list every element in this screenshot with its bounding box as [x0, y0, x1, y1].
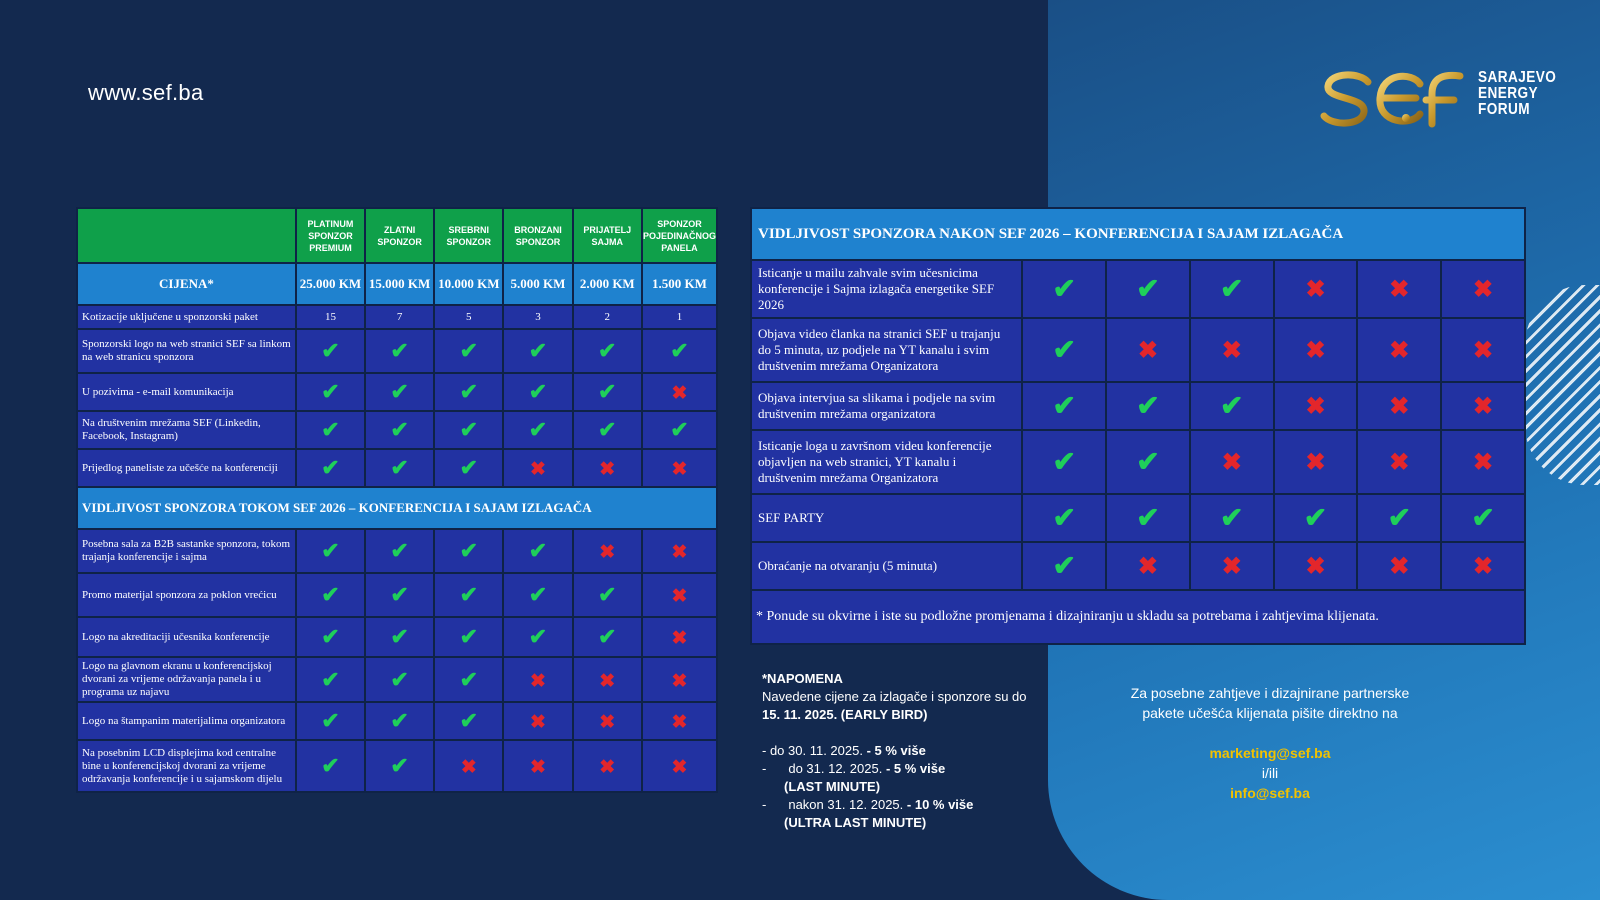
feature-availability [1274, 542, 1358, 590]
feature-availability [434, 373, 503, 411]
feature-label: Prijedlog paneliste za učešće na konferenciji [77, 449, 296, 487]
feature-label: Logo na akreditaciji učesnika konferencije [77, 617, 296, 657]
cross-icon: ✖ [1473, 277, 1494, 303]
feature-availability [1022, 542, 1106, 590]
feature-label: Kotizacije uključene u sponzorski paket [77, 305, 296, 329]
feature-availability [503, 449, 572, 487]
check-icon: ✔ [528, 582, 548, 607]
check-icon: ✔ [321, 417, 340, 442]
feature-availability [1022, 430, 1106, 494]
included-count: 5 [434, 305, 503, 329]
feature-label: Objava video članka na stranici SEF u trajanju do 5 minuta, uz podjele na YT kanalu i svim društvenim mrežama Organizatora [751, 318, 1022, 382]
feature-availability [573, 529, 642, 573]
feature-availability [1274, 430, 1358, 494]
feature-label: Logo na štampanim materijalima organizatora [77, 702, 296, 740]
feature-availability [1190, 494, 1274, 542]
table-row [77, 373, 717, 411]
check-icon: ✔ [459, 582, 478, 607]
contact-block [1118, 683, 1422, 803]
check-icon: ✔ [459, 455, 478, 480]
feature-availability [296, 740, 365, 792]
feature-availability [642, 529, 717, 573]
check-icon: ✔ [390, 708, 409, 733]
cross-icon: ✖ [599, 542, 616, 563]
check-icon: ✔ [390, 753, 409, 778]
feature-availability [503, 529, 572, 573]
check-icon: ✔ [528, 538, 548, 563]
contact-or: i/ili [1261, 765, 1279, 781]
feature-label: Isticanje loga u završnom videu konferencije objavljen na web stranici, YT kanalu i društvenim mrežama Organizatora [751, 430, 1022, 494]
cross-icon: ✖ [671, 586, 688, 607]
feature-availability [434, 411, 503, 449]
left-top-rows [77, 305, 717, 487]
feature-availability [642, 617, 717, 657]
feature-availability [503, 573, 572, 617]
cross-icon: ✖ [1389, 277, 1410, 303]
table-row [751, 494, 1525, 542]
feature-label: Obraćanje na otvaranju (5 minuta) [751, 542, 1022, 590]
tier-header: BRONZANI SPONZOR [503, 208, 572, 263]
feature-availability [365, 617, 434, 657]
check-icon: ✔ [321, 624, 340, 649]
feature-availability [434, 329, 503, 373]
feature-availability [503, 617, 572, 657]
check-icon: ✔ [321, 379, 340, 404]
tier-header: PLATINUM SPONZOR PREMIUM [296, 208, 365, 263]
check-icon: ✔ [528, 379, 548, 404]
check-icon: ✔ [390, 666, 409, 692]
feature-availability [1274, 382, 1358, 430]
check-icon: ✔ [1136, 274, 1160, 305]
tier-header: ZLATNI SPONZOR [365, 208, 434, 263]
table-row [751, 542, 1525, 590]
feature-availability [434, 740, 503, 792]
cross-icon: ✖ [599, 757, 616, 778]
feature-availability [434, 573, 503, 617]
cross-icon: ✖ [1389, 554, 1410, 580]
check-icon: ✔ [1471, 503, 1495, 534]
section-title: VIDLJIVOST SPONZORA NAKON SEF 2026 – KONFERENCIJA I SAJAM IZLAGAČA [751, 208, 1525, 260]
feature-availability [365, 329, 434, 373]
feature-label: Promo materijal sponzora za poklon vrećicu [77, 573, 296, 617]
feature-availability [1106, 542, 1190, 590]
check-icon: ✔ [321, 753, 340, 778]
footnote-row [751, 590, 1525, 644]
tier-header: SPONZOR POJEDINAČNOG PANELA [642, 208, 717, 263]
table-row [77, 702, 717, 740]
feature-availability [1441, 260, 1525, 318]
feature-availability [1441, 382, 1525, 430]
feature-availability [365, 373, 434, 411]
cross-icon: ✖ [599, 670, 616, 692]
check-icon: ✔ [1220, 274, 1244, 305]
cross-icon: ✖ [530, 712, 546, 733]
price-label: CIJENA* [77, 263, 296, 305]
check-icon: ✔ [1303, 503, 1328, 534]
cross-icon: ✖ [1221, 554, 1242, 580]
note-item-tag: (ULTRA LAST MINUTE) [784, 815, 927, 830]
cross-icon: ✖ [671, 628, 688, 649]
feature-availability [365, 573, 434, 617]
feature-availability [1190, 542, 1274, 590]
check-icon: ✔ [1052, 335, 1076, 366]
included-count: 2 [573, 305, 642, 329]
check-icon: ✔ [528, 624, 548, 649]
check-icon: ✔ [1052, 447, 1076, 478]
price-value: 10.000 KM [434, 263, 503, 305]
decorative-stripes [1525, 285, 1600, 485]
cross-icon: ✖ [599, 712, 616, 733]
feature-availability [1022, 318, 1106, 382]
feature-availability [1441, 542, 1525, 590]
feature-availability [642, 329, 717, 373]
price-value: 2.000 KM [573, 263, 642, 305]
check-icon: ✔ [1136, 447, 1160, 478]
table-row [77, 411, 717, 449]
check-icon: ✔ [598, 582, 617, 607]
check-icon: ✔ [390, 379, 409, 404]
feature-availability [1106, 318, 1190, 382]
check-icon: ✔ [321, 338, 340, 363]
feature-availability [1022, 494, 1106, 542]
feature-availability [365, 449, 434, 487]
feature-availability [1357, 542, 1441, 590]
cross-icon: ✖ [671, 670, 688, 692]
check-icon: ✔ [528, 417, 548, 442]
feature-availability [642, 411, 717, 449]
cross-icon: ✖ [599, 459, 616, 480]
feature-availability [573, 329, 642, 373]
note-item-date: nakon 31. 12. 2025. [788, 797, 904, 812]
cross-icon: ✖ [1137, 554, 1159, 580]
contact-text: Za posebne zahtjeve i dizajnirane partnerske pakete učešća klijenata pišite direktno na [1130, 685, 1410, 721]
check-icon: ✔ [598, 338, 617, 363]
feature-availability [1274, 318, 1358, 382]
feature-availability [1357, 430, 1441, 494]
feature-availability [296, 449, 365, 487]
check-icon: ✔ [1220, 503, 1244, 534]
cross-icon: ✖ [1389, 394, 1410, 420]
feature-availability [503, 329, 572, 373]
feature-availability [1357, 382, 1441, 430]
cross-icon: ✖ [1473, 450, 1494, 476]
check-icon: ✔ [1220, 391, 1244, 422]
feature-availability [1106, 430, 1190, 494]
price-value: 5.000 KM [503, 263, 572, 305]
feature-availability [1022, 382, 1106, 430]
cross-icon: ✖ [1389, 338, 1410, 364]
feature-availability [1357, 260, 1441, 318]
tier-header: SREBRNI SPONZOR [434, 208, 503, 263]
price-value: 1.500 KM [642, 263, 717, 305]
feature-availability [573, 617, 642, 657]
feature-availability [365, 740, 434, 792]
feature-availability [1190, 260, 1274, 318]
price-note: *NAPOMENA Navedene cijene za izlagače i sponzore su do 15. 11. 2025. (EARLY BIRD) - do 30. 11. 2025. - 5 % više - do 31. 12. 2025. - 5 % više (LAST MINUTE) - nakon 31. 12. 2025. - 10 % više (ULTRA LAST MINUTE) [762, 671, 1027, 830]
feature-availability [1441, 430, 1525, 494]
feature-availability [573, 657, 642, 702]
cross-icon: ✖ [1473, 394, 1494, 420]
cross-icon: ✖ [1305, 277, 1326, 303]
right-rows [751, 260, 1525, 590]
feature-availability [503, 373, 572, 411]
feature-availability [573, 702, 642, 740]
cross-icon: ✖ [1221, 450, 1242, 476]
check-icon: ✔ [390, 417, 409, 442]
table-row [751, 430, 1525, 494]
check-icon: ✔ [1052, 551, 1076, 582]
feature-label: Sponzorski logo na web stranici SEF sa linkom na web stranicu sponzora [77, 329, 296, 373]
feature-availability [434, 702, 503, 740]
table-row [77, 529, 717, 573]
cross-icon: ✖ [671, 712, 688, 733]
cross-icon: ✖ [1473, 554, 1494, 580]
check-icon: ✔ [390, 624, 409, 649]
price-row [77, 263, 717, 305]
feature-label: Na društvenim mrežama SEF (Linkedin, Facebook, Instagram) [77, 411, 296, 449]
table-row [77, 740, 717, 792]
included-count: 1 [642, 305, 717, 329]
feature-availability [503, 411, 572, 449]
table-row [77, 305, 717, 329]
note-item-surcharge: - 10 % više [903, 797, 974, 812]
check-icon: ✔ [598, 379, 617, 404]
cross-icon: ✖ [1389, 450, 1410, 476]
feature-availability [296, 411, 365, 449]
cross-icon: ✖ [671, 757, 688, 778]
feature-availability [503, 740, 572, 792]
feature-availability [573, 373, 642, 411]
feature-availability [642, 740, 717, 792]
feature-availability [1441, 318, 1525, 382]
check-icon: ✔ [598, 417, 617, 442]
tier-header-blank [77, 208, 296, 263]
feature-availability [434, 529, 503, 573]
check-icon: ✔ [670, 338, 689, 363]
feature-label: Isticanje u mailu zahvale svim učesnicima konferencije i Sajma izlagača energetike SEF 2026 [751, 260, 1022, 318]
feature-availability [573, 411, 642, 449]
check-icon: ✔ [390, 582, 409, 607]
check-icon: ✔ [390, 455, 409, 480]
feature-availability [1190, 430, 1274, 494]
feature-availability [1441, 494, 1525, 542]
table-row [77, 449, 717, 487]
check-icon: ✔ [390, 538, 409, 563]
feature-availability [296, 373, 365, 411]
check-icon: ✔ [1136, 503, 1160, 534]
feature-availability [503, 702, 572, 740]
feature-label: U pozivima - e-mail komunikacija [77, 373, 296, 411]
email-info-link[interactable]: info@sef.ba [1230, 785, 1310, 801]
cross-icon: ✖ [1305, 554, 1326, 580]
feature-availability [1190, 318, 1274, 382]
feature-availability [1274, 260, 1358, 318]
table-row [77, 657, 717, 702]
check-icon: ✔ [459, 666, 478, 692]
section-header-after [751, 208, 1525, 260]
check-icon: ✔ [321, 538, 340, 563]
cross-icon: ✖ [530, 459, 546, 480]
sponsorship-table-during [76, 207, 718, 793]
feature-availability [296, 702, 365, 740]
feature-availability [1357, 318, 1441, 382]
note-date: 15. 11. 2025. (EARLY BIRD) [762, 707, 928, 722]
feature-availability [1022, 260, 1106, 318]
included-count: 15 [296, 305, 365, 329]
feature-availability [296, 617, 365, 657]
table-row [751, 318, 1525, 382]
feature-availability [296, 657, 365, 702]
note-title: *NAPOMENA [762, 671, 843, 686]
cross-icon: ✖ [1137, 338, 1159, 364]
table-row [77, 329, 717, 373]
feature-availability [1274, 494, 1358, 542]
cross-icon: ✖ [1305, 394, 1326, 420]
check-icon: ✔ [598, 624, 617, 649]
tier-header: PRIJATELJ SAJMA [573, 208, 642, 263]
cross-icon: ✖ [530, 757, 546, 778]
feature-availability [573, 573, 642, 617]
cross-icon: ✖ [530, 670, 546, 692]
check-icon: ✔ [1052, 391, 1076, 422]
note-item-date: - do 30. 11. 2025. [762, 743, 863, 758]
cross-icon: ✖ [1473, 338, 1494, 364]
feature-availability [642, 449, 717, 487]
feature-availability [365, 529, 434, 573]
check-icon: ✔ [1052, 503, 1076, 534]
check-icon: ✔ [321, 666, 340, 692]
feature-availability [1106, 382, 1190, 430]
check-icon: ✔ [321, 582, 340, 607]
feature-availability [365, 411, 434, 449]
check-icon: ✔ [390, 338, 409, 363]
feature-label: Logo na glavnom ekranu u konferencijskoj dvorani za vrijeme održavanja panela i u programa uz najavu [77, 657, 296, 702]
feature-availability [642, 657, 717, 702]
sponsorship-table-after [750, 207, 1526, 645]
included-count: 3 [503, 305, 572, 329]
feature-availability [573, 449, 642, 487]
cross-icon: ✖ [671, 459, 688, 480]
section-header-during [77, 487, 717, 529]
left-bottom-rows [77, 529, 717, 792]
feature-availability [573, 740, 642, 792]
feature-availability [1106, 260, 1190, 318]
included-count: 7 [365, 305, 434, 329]
feature-availability [296, 529, 365, 573]
feature-availability [642, 573, 717, 617]
feature-availability [1106, 494, 1190, 542]
check-icon: ✔ [459, 417, 478, 442]
cross-icon: ✖ [460, 757, 477, 778]
check-icon: ✔ [459, 538, 478, 563]
check-icon: ✔ [459, 338, 478, 363]
note-item-surcharge: - 5 % više [862, 743, 926, 758]
table-row [751, 260, 1525, 318]
feature-label: Na posebnim LCD displejima kod centralne bine u konferencijskoj dvorani za vrijeme održavanja konferencije i u sajamskom dijelu [77, 740, 296, 792]
section-title: VIDLJIVOST SPONZORA TOKOM SEF 2026 – KONFERENCIJA I SAJAM IZLAGAČA [77, 487, 717, 529]
check-icon: ✔ [1052, 274, 1076, 305]
note-item-tag: (LAST MINUTE) [784, 779, 881, 794]
note-item-surcharge: - 5 % više [882, 761, 946, 776]
note-item-date: do 31. 12. 2025. [788, 761, 883, 776]
check-icon: ✔ [1136, 391, 1160, 422]
feature-availability [642, 373, 717, 411]
feature-label: SEF PARTY [751, 494, 1022, 542]
check-icon: ✔ [528, 338, 548, 363]
table-row [77, 617, 717, 657]
price-value: 25.000 KM [296, 263, 365, 305]
feature-availability [1357, 494, 1441, 542]
feature-availability [365, 702, 434, 740]
feature-availability [434, 657, 503, 702]
email-marketing-link[interactable]: marketing@sef.ba [1209, 745, 1331, 761]
cross-icon: ✖ [671, 383, 688, 404]
cross-icon: ✖ [1221, 338, 1242, 364]
cross-icon: ✖ [1305, 450, 1326, 476]
site-url[interactable]: www.sef.ba [88, 80, 204, 105]
feature-label: Posebna sala za B2B sastanke sponzora, tokom trajanja konferencije i sajma [77, 529, 296, 573]
note-line: Navedene cijene za izlagače i sponzore su do [762, 689, 1027, 704]
feature-availability [296, 573, 365, 617]
feature-availability [434, 449, 503, 487]
feature-availability [365, 657, 434, 702]
feature-availability [1190, 382, 1274, 430]
feature-availability [296, 329, 365, 373]
check-icon: ✔ [670, 417, 689, 442]
cross-icon: ✖ [671, 542, 688, 563]
price-value: 15.000 KM [365, 263, 434, 305]
table-row [751, 382, 1525, 430]
feature-availability [434, 617, 503, 657]
check-icon: ✔ [459, 379, 478, 404]
cross-icon: ✖ [1305, 338, 1326, 364]
feature-availability [503, 657, 572, 702]
logo-wordmark: SARAJEVO ENERGY FORUM [1478, 69, 1557, 118]
check-icon: ✔ [459, 708, 478, 733]
check-icon: ✔ [321, 455, 340, 480]
footnote: * Ponude su okvirne i iste su podložne promjenama i dizajniranju u skladu sa potrebama i zahtjevima klijenata. [751, 590, 1525, 644]
check-icon: ✔ [1387, 503, 1412, 534]
feature-availability [642, 702, 717, 740]
feature-label: Objava intervjua sa slikama i podjele na svim društvenim mrežama organizatora [751, 382, 1022, 430]
table-row [77, 573, 717, 617]
check-icon: ✔ [459, 624, 478, 649]
check-icon: ✔ [321, 708, 340, 733]
tier-header-row [77, 208, 717, 263]
